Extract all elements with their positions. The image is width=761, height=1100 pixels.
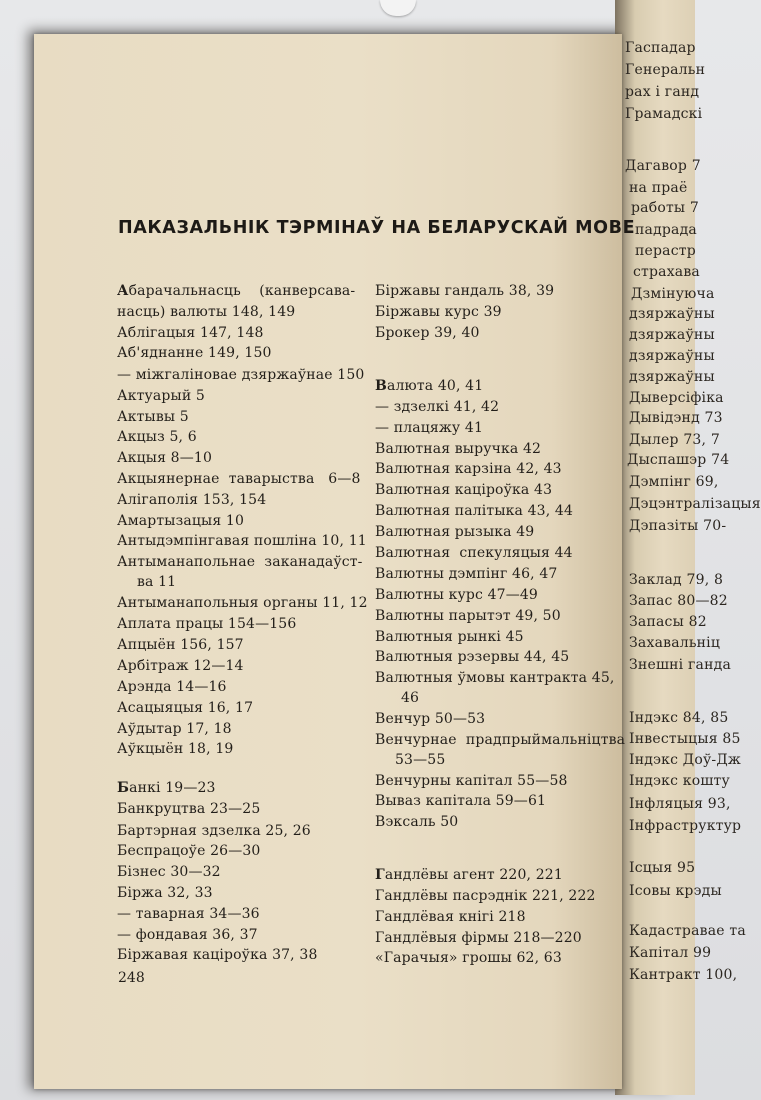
- entry-text: Актуарый 5: [117, 388, 205, 404]
- section-initial-letter: Г: [375, 867, 385, 883]
- left-index-entry: [117, 367, 364, 383]
- entry-text: Біржавы гандаль 38, 39: [375, 283, 555, 299]
- right-index-entry: [375, 378, 483, 394]
- right-index-entry: [375, 649, 569, 665]
- entry-text: Валютная карзіна 42, 43: [375, 461, 562, 477]
- left-index-entry: [117, 721, 232, 737]
- facing-page-text: Дэпазіты 70-: [629, 518, 727, 534]
- facing-page-text: Дылер 73, 7: [629, 432, 720, 448]
- entry-text: Арэнда 14—16: [117, 679, 227, 695]
- entry-text: Валютныя рэзервы 44, 45: [375, 649, 570, 665]
- facing-page-text: Генеральн: [625, 62, 706, 78]
- left-index-entry: [117, 345, 272, 361]
- entry-text: Антыдэмпінгавая пошліна 10, 11: [117, 533, 367, 549]
- entry-text: Асацыяцыя 16, 17: [117, 700, 254, 716]
- entry-text: Антыманапольнае заканадаўст-: [117, 554, 363, 570]
- right-index-entry: [375, 888, 596, 904]
- facing-page-text: Індэкс Доў-Дж: [629, 752, 742, 768]
- entry-text: Беспрацоўе 26—30: [117, 843, 261, 859]
- facing-page-text: Грамадскі: [625, 106, 703, 122]
- entry-text: Актывы 5: [117, 409, 189, 425]
- right-index-entry: [375, 587, 538, 603]
- facing-page-text: страхава: [633, 264, 700, 280]
- left-index-entry: [137, 574, 176, 590]
- entry-text: Аўдытар 17, 18: [117, 721, 232, 737]
- facing-page-text: Запасы 82: [629, 614, 707, 630]
- entry-text: андлёвы агент 220, 221: [384, 867, 563, 883]
- entry-text: ва 11: [137, 574, 177, 590]
- facing-page-text: Ісцыя 95: [629, 860, 696, 876]
- entry-text: Валютная каціроўка 43: [375, 482, 553, 498]
- right-index-entry: [375, 482, 552, 498]
- facing-page-text: Дэцэнтралізацыя: [629, 496, 761, 512]
- right-index-entry: [375, 732, 625, 748]
- entry-text: 53—55: [395, 752, 446, 768]
- entry-text: — міжгаліновае дзяржаўнае 150: [117, 367, 365, 383]
- entry-text: Банкруцтва 23—25: [117, 801, 261, 817]
- right-index-entry: [375, 629, 524, 645]
- left-index-entry: [117, 780, 216, 796]
- facing-page-text: Кантракт 100,: [629, 967, 738, 983]
- facing-page-text: Капітал 99: [629, 945, 712, 961]
- right-index-entry: [375, 867, 563, 883]
- facing-page-text: дзяржаўны: [629, 306, 715, 322]
- section-initial-letter: А: [117, 283, 129, 299]
- left-index-entry: [117, 616, 296, 632]
- facing-page-text: Дзмінуюча: [631, 286, 715, 302]
- entry-text: Валютная рызыка 49: [375, 524, 535, 540]
- left-index-entry: [117, 741, 233, 757]
- entry-text: Акцыянернае таварыства 6—8: [117, 471, 361, 487]
- facing-page-text: перастр: [635, 243, 696, 259]
- entry-text: Біржавая каціроўка 37, 38: [117, 947, 318, 963]
- entry-text: Валютны парытэт 49, 50: [375, 608, 561, 624]
- entry-text: Валютны курс 47—49: [375, 587, 538, 603]
- entry-text: Венчурны капітал 55—58: [375, 773, 568, 789]
- facing-page-text: Кадастравае та: [629, 923, 746, 939]
- left-index-entry: [117, 388, 205, 404]
- entry-text: — плацяжу 41: [375, 420, 484, 436]
- entry-text: 46: [401, 690, 420, 706]
- binder-clip: [380, 0, 416, 16]
- facing-page-text: Гаспадар: [625, 40, 696, 56]
- right-index-entry: [375, 441, 541, 457]
- entry-text: Гандлёвая кнігі 218: [375, 909, 526, 925]
- left-index-entry: [117, 554, 363, 570]
- facing-page-text: Дыспашэр 74: [627, 452, 730, 468]
- entry-text: Вэксаль 50: [375, 814, 459, 830]
- right-index-entry: [375, 950, 562, 966]
- entry-text: Валютная выручка 42: [375, 441, 542, 457]
- entry-text: Валютны дэмпінг 46, 47: [375, 566, 558, 582]
- facing-page-text: Індэкс кошту: [629, 773, 730, 789]
- page-heading: ПАКАЗАЛЬНІК ТЭРМІНАЎ НА БЕЛАРУСКАЙ МОВЕ: [118, 218, 636, 238]
- right-index-entry: [375, 503, 573, 519]
- entry-text: Біржавы курс 39: [375, 304, 502, 320]
- facing-page-edge: [615, 0, 761, 1095]
- left-index-entry: [117, 304, 295, 320]
- page-number: 248: [118, 970, 145, 986]
- right-index-entry: [375, 524, 534, 540]
- right-index-entry: [375, 545, 573, 561]
- entry-text: Бартэрная здзелка 25, 26: [117, 823, 311, 839]
- entry-text: Валютныя ўмовы кантракта 45,: [375, 670, 615, 686]
- left-index-entry: [117, 325, 264, 341]
- entry-text: — таварная 34—36: [117, 906, 260, 922]
- right-index-entry: [401, 690, 419, 706]
- right-index-entry: [375, 670, 615, 686]
- facing-page-text: Інфраструктур: [629, 818, 742, 834]
- right-index-entry: [375, 608, 561, 624]
- left-index-entry: [117, 801, 260, 817]
- right-index-entry: [375, 814, 458, 830]
- entry-text: Валютная спекуляцыя 44: [375, 545, 573, 561]
- right-index-entry: [375, 399, 499, 415]
- entry-text: Вываз капітала 59—61: [375, 793, 547, 809]
- left-index-entry: [117, 533, 367, 549]
- left-index-entry: [117, 450, 212, 466]
- entry-text: Аб'яднанне 149, 150: [117, 345, 272, 361]
- entry-text: Венчурнае прадпрыймальніцтва: [375, 732, 626, 748]
- entry-text: Брокер 39, 40: [375, 325, 480, 341]
- right-index-entry: [375, 773, 568, 789]
- left-index-entry: [117, 658, 244, 674]
- facing-page-text: Заклад 79, 8: [629, 572, 724, 588]
- right-index-entry: [375, 909, 526, 925]
- entry-text: Апцыён 156, 157: [117, 637, 244, 653]
- facing-page-text: на праё: [629, 180, 688, 196]
- entry-text: Бізнес 30—32: [117, 864, 221, 880]
- entry-text: Антыманапольныя органы 11, 12: [117, 595, 368, 611]
- facing-page-text: Дыверсіфіка: [629, 390, 724, 406]
- entry-text: насць) валюты 148, 149: [117, 304, 296, 320]
- section-initial-letter: Б: [117, 780, 130, 796]
- section-initial-letter: В: [375, 378, 387, 394]
- facing-page-text: Інфляцыя 93,: [629, 796, 731, 812]
- left-index-entry: [117, 823, 311, 839]
- left-index-entry: [117, 947, 318, 963]
- left-index-entry: [117, 409, 189, 425]
- entry-text: «Гарачыя» грошы 62, 63: [375, 950, 562, 966]
- entry-text: барачальнасць (канверсава-: [128, 283, 356, 299]
- facing-page-text: Дывідэнд 73: [629, 410, 723, 426]
- facing-page-text: Захавальніц: [629, 635, 721, 651]
- entry-text: анкі 19—23: [129, 780, 216, 796]
- facing-page-text: Запас 80—82: [629, 593, 728, 609]
- facing-page-text: дзяржаўны: [629, 348, 715, 364]
- left-index-entry: [117, 429, 197, 445]
- facing-page-text: дзяржаўны: [629, 327, 715, 343]
- left-index-entry: [117, 843, 261, 859]
- facing-page-text: Індэкс 84, 85: [629, 710, 729, 726]
- left-index-entry: [117, 700, 253, 716]
- left-index-entry: [117, 679, 227, 695]
- entry-text: Біржа 32, 33: [117, 885, 213, 901]
- right-index-entry: [375, 930, 582, 946]
- right-index-entry: [375, 420, 483, 436]
- entry-text: Амартызацыя 10: [117, 513, 245, 529]
- right-index-entry: [395, 752, 445, 768]
- facing-page-text: Ісовы крэды: [629, 883, 722, 899]
- right-index-entry: [375, 566, 558, 582]
- entry-text: Акцыя 8—10: [117, 450, 213, 466]
- facing-page-text: падрада: [635, 222, 697, 238]
- entry-text: Аплата працы 154—156: [117, 616, 297, 632]
- right-index-entry: [375, 793, 546, 809]
- entry-text: Гандлёвы пасрэднік 221, 222: [375, 888, 596, 904]
- facing-page-text: Дэмпінг 69,: [629, 474, 719, 490]
- left-index-entry: [117, 283, 355, 299]
- entry-text: алюта 40, 41: [386, 378, 484, 394]
- entry-text: Арбітраж 12—14: [117, 658, 244, 674]
- entry-text: Гандлёвыя фірмы 218—220: [375, 930, 582, 946]
- entry-text: Акцыз 5, 6: [117, 429, 197, 445]
- right-index-entry: [375, 711, 485, 727]
- facing-page-text: работы 7: [631, 200, 700, 216]
- entry-text: — здзелкі 41, 42: [375, 399, 500, 415]
- entry-text: Аўкцыён 18, 19: [117, 741, 234, 757]
- right-index-entry: [375, 304, 502, 320]
- facing-page-text: Знешні ганда: [629, 657, 731, 673]
- left-index-entry: [117, 927, 258, 943]
- right-index-entry: [375, 283, 554, 299]
- left-index-entry: [117, 885, 213, 901]
- entry-text: Венчур 50—53: [375, 711, 486, 727]
- left-index-entry: [117, 595, 368, 611]
- left-index-entry: [117, 906, 260, 922]
- left-index-entry: [117, 471, 361, 487]
- left-index-entry: [117, 864, 221, 880]
- facing-page-text: Дагавор 7: [625, 158, 701, 174]
- right-index-entry: [375, 461, 562, 477]
- facing-page-text: дзяржаўны: [629, 369, 715, 385]
- facing-page-text: Інвестыцыя 85: [629, 731, 741, 747]
- entry-text: Валютныя рынкі 45: [375, 629, 524, 645]
- entry-text: Аблігацыя 147, 148: [117, 325, 264, 341]
- right-index-entry: [375, 325, 480, 341]
- entry-text: — фондавая 36, 37: [117, 927, 258, 943]
- left-index-entry: [117, 637, 244, 653]
- left-index-entry: [117, 513, 244, 529]
- facing-page-text: рах і ганд: [625, 84, 700, 100]
- left-index-entry: [117, 492, 266, 508]
- entry-text: Алігаполія 153, 154: [117, 492, 267, 508]
- entry-text: Валютная палітыка 43, 44: [375, 503, 574, 519]
